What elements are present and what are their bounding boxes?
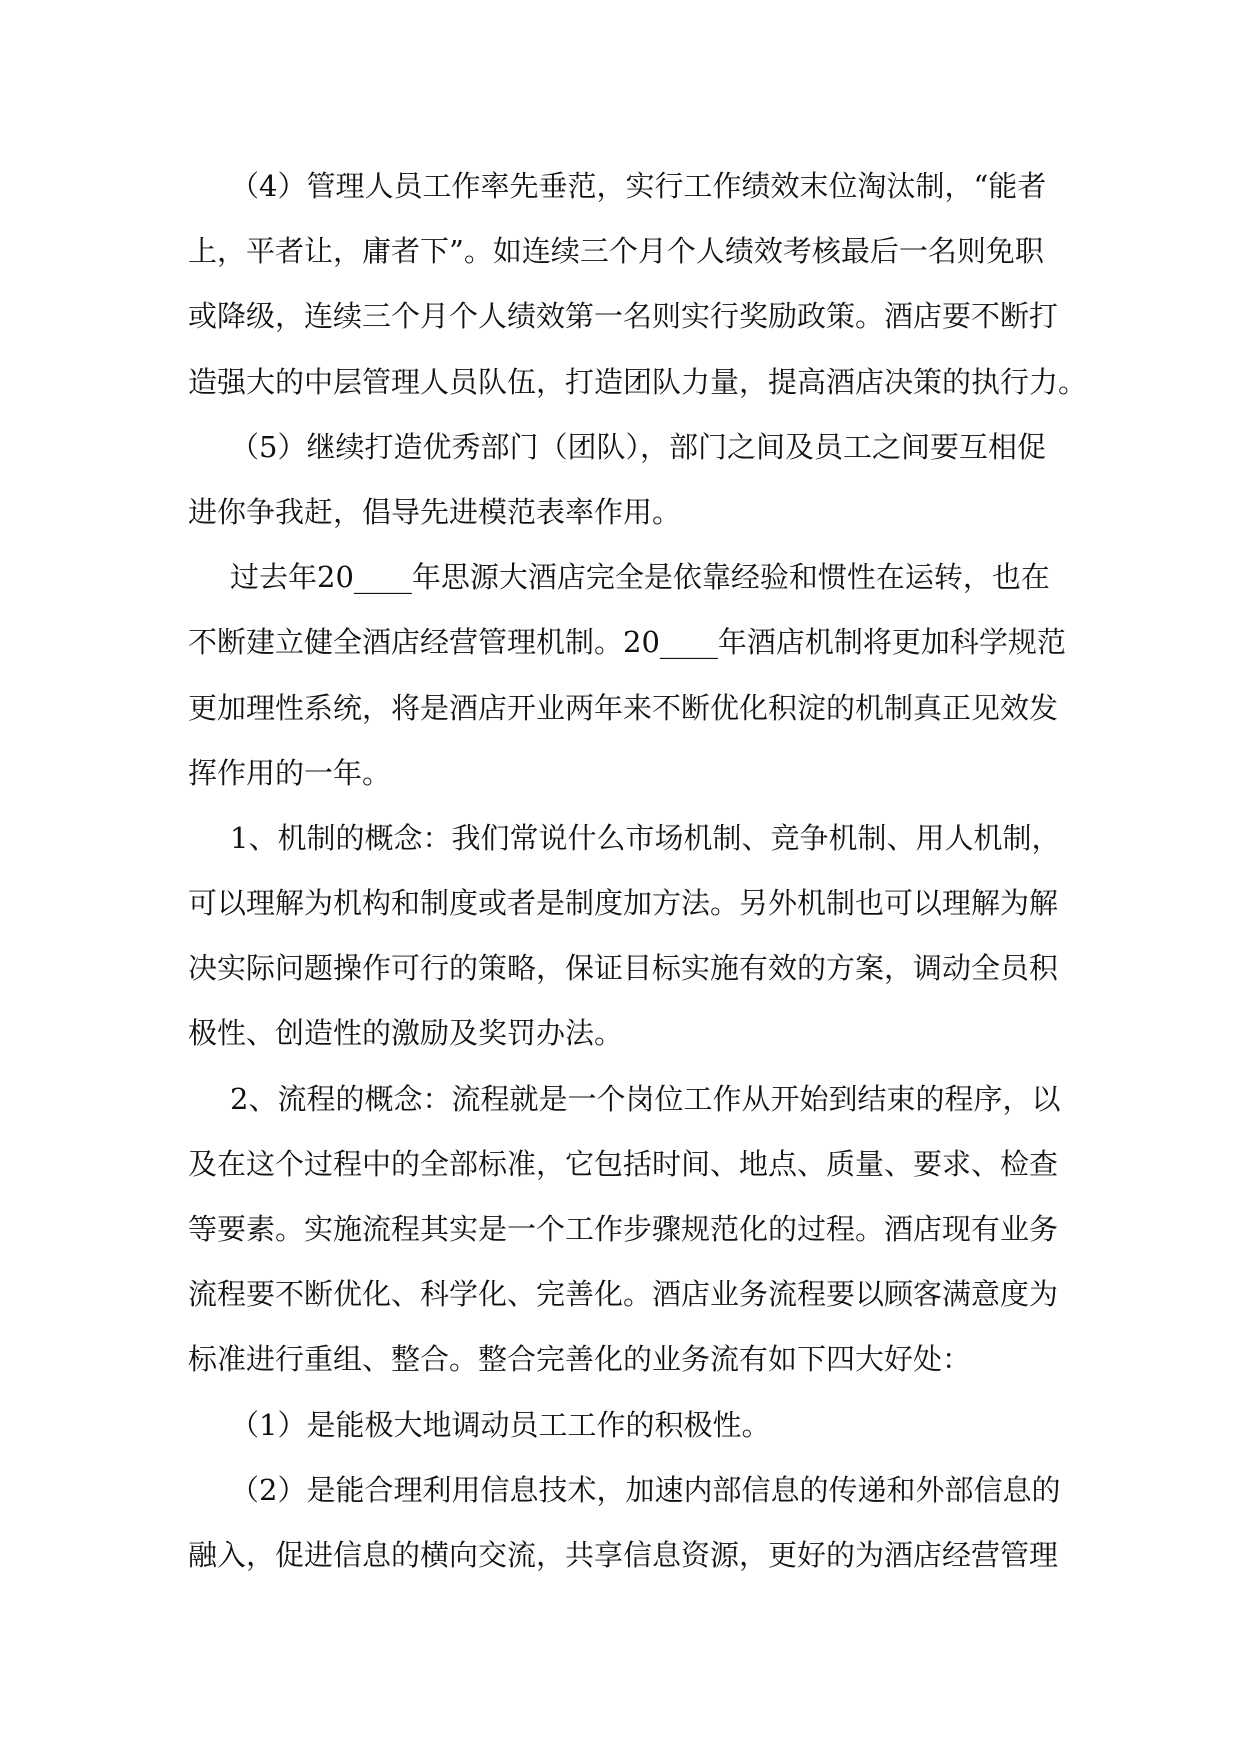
text-line: （1）是能极大地调动员工工作的积极性。: [230, 1407, 771, 1442]
text-line: 可以理解为机构和制度或者是制度加方法。另外机制也可以理解为解: [188, 886, 1059, 921]
text-line: （2）是能合理利用信息技术，加速内部信息的传递和外部信息的: [230, 1472, 1061, 1507]
text-line: 挥作用的一年。: [188, 755, 392, 790]
text-line: 2、流程的概念：流程就是一个岗位工作从开始到结束的程序，以: [230, 1081, 1061, 1116]
text-line: 更加理性系统，将是酒店开业两年来不断优化积淀的机制真正见效发: [188, 690, 1059, 725]
text-line: 过去年20____年思源大酒店完全是依靠经验和惯性在运转，也在: [230, 560, 1050, 595]
text-line: 融入，促进信息的横向交流，共享信息资源，更好的为酒店经营管理: [188, 1537, 1059, 1572]
text-line: 1、机制的概念：我们常说什么市场机制、竞争机制、用人机制，: [230, 820, 1061, 855]
text-line: 上，平者让，庸者下”。如连续三个月个人绩效考核最后一名则免职: [188, 234, 1044, 269]
text-line: （4）管理人员工作率先垂范，实行工作绩效末位淘汰制，“能者: [230, 169, 1047, 203]
text-line: 及在这个过程中的全部标准，它包括时间、地点、质量、要求、检查: [188, 1146, 1059, 1181]
text-line: 等要素。实施流程其实是一个工作步骤规范化的过程。酒店现有业务: [188, 1212, 1059, 1246]
text-line: 进你争我赶，倡导先进模范表率作用。: [188, 494, 682, 529]
text-line: 造强大的中层管理人员队伍，打造团队力量，提高酒店决策的执行力。: [188, 364, 1088, 399]
text-line: 极性、创造性的激励及奖罚办法。: [188, 1016, 624, 1051]
text-line: 或降级，连续三个月个人绩效第一名则实行奖励政策。酒店要不断打: [188, 299, 1059, 334]
text-line: 流程要不断优化、科学化、完善化。酒店业务流程要以顾客满意度为: [188, 1277, 1059, 1312]
document-body: [188, 154, 1088, 1588]
text-line: 决实际问题操作可行的策略，保证目标实施有效的方案，调动全员积: [188, 951, 1059, 986]
text-line: 不断建立健全酒店经营管理机制。20____年酒店机制将更加科学规范: [188, 625, 1066, 660]
text-line: 标准进行重组、整合。整合完善化的业务流有如下四大好处：: [188, 1342, 972, 1377]
text-line: （5）继续打造优秀部门（团队），部门之间及员工之间要互相促: [230, 429, 1046, 464]
